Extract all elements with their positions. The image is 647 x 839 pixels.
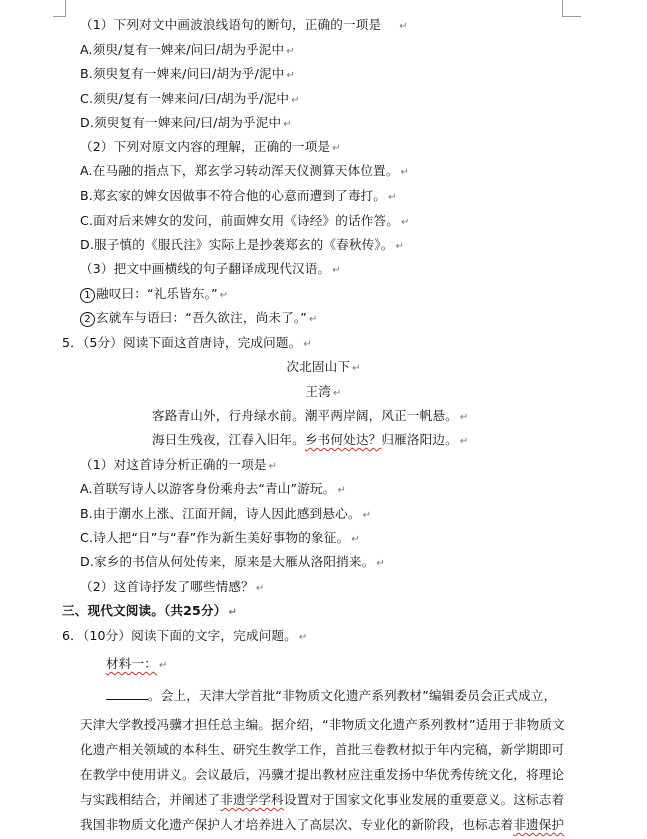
paragraph-mark-icon: ↵ — [388, 192, 397, 203]
poem-line-1: 客路青山外，行舟绿水前。潮平两岸阔，风正一帆悬。 ↵ — [152, 408, 469, 423]
poem-author: 王湾 ↵ — [305, 384, 342, 399]
paragraph-mark-icon: ↵ — [291, 95, 300, 106]
paragraph-mark-icon: ↵ — [351, 534, 360, 545]
paragraph-mark-icon: ↵ — [337, 485, 346, 496]
q2-option-c: C.面对后来婢女的发问，前面婢女用《诗经》的话作答。 ↵ — [80, 213, 410, 228]
paragraph-mark-icon: ↵ — [400, 167, 410, 178]
paragraph-mark-icon: ↵ — [459, 412, 469, 423]
paragraph-mark-icon: ↵ — [268, 461, 278, 472]
q5-option-a: A.首联写诗人以游客身份乘舟去“青山”游玩。 ↵ — [80, 481, 346, 496]
q5-option-b: B.由于潮水上涨、江面开阔，诗人因此感到悬心。 ↵ — [80, 506, 372, 521]
paragraph-mark-icon: ↵ — [283, 119, 292, 130]
paragraph-mark-icon: ↵ — [286, 46, 295, 57]
q2-option-a: A.在马融的指点下，郑玄学习转动浑天仪测算天体位置。 ↵ — [80, 163, 410, 178]
q6-header: 6．（10分）阅读下面的文字，完成问题。 ↵ — [62, 628, 308, 643]
q5-option-d: D.家乡的书信从何处传来，原来是大雁从洛阳捎来。 ↵ — [80, 554, 385, 569]
paragraph-mark-icon: ↵ — [219, 290, 229, 301]
wavy-underlined-text: 乡书何处达？ — [304, 432, 382, 447]
passage-line-3: 化遗产相关领域的本科生、研究生教学工作，首批三卷教材拟于年内完稿，新学期即可 — [80, 742, 565, 757]
passage-line-5: 与实践相结合，并阐述了非遗学学科设置对于国家文化事业发展的重要意义。这标志着 — [80, 792, 565, 807]
crop-mark-right — [562, 0, 581, 17]
q5-sub1-stem: （1）对这首诗分析正确的一项是 ↵ — [80, 457, 278, 472]
section-heading: 三、现代文阅读。（共25分） ↵ — [62, 603, 237, 618]
paragraph-mark-icon: ↵ — [352, 363, 361, 374]
paragraph-mark-icon: ↵ — [332, 265, 341, 276]
paragraph-mark-icon: ↵ — [459, 436, 469, 447]
paragraph-mark-icon: ↵ — [286, 70, 296, 81]
q5-header: 5．（5分）阅读下面这首唐诗，完成问题。 ↵ — [62, 335, 312, 350]
q2-option-b: B.郑玄家的婢女因做事不符合他的心意而遭到了毒打。 ↵ — [80, 188, 397, 203]
paragraph-mark-icon: ↵ — [255, 583, 265, 594]
q5-option-c: C.诗人把“日”与“春”作为新生美好事物的象征。 ↵ — [80, 530, 360, 545]
passage-line-4: 在教学中使用讲义。会议最后，冯骥才提出教材应注重发扬中华优秀传统文化，将理论 — [80, 767, 565, 782]
paragraph-mark-icon: ↵ — [308, 314, 318, 325]
material-label: 材料一： ↵ — [106, 656, 168, 671]
q3-stem: （3）把文中画横线的句子翻译成现代汉语。 ↵ — [80, 261, 341, 276]
q1-option-d: D.须臾复有一婢来问/曰/胡为乎泥中 ↵ — [80, 115, 292, 130]
q5-sub2-stem: （2）这首诗抒发了哪些情感？ ↵ — [80, 579, 265, 594]
q3-item-2: 2 玄就车与语曰：“吾久欲注，尚未了。” ↵ — [80, 310, 317, 328]
paragraph-mark-icon: ↵ — [158, 660, 168, 671]
poem-title: 次北固山下 ↵ — [286, 359, 361, 374]
circled-number: 2 — [80, 312, 95, 327]
paragraph-mark-icon: ↵ — [362, 510, 372, 521]
q2-stem: （2）下列对原文内容的理解，正确的一项是 ↵ — [80, 139, 341, 154]
fill-blank[interactable] — [106, 687, 148, 700]
passage-line-1: 。会上，天津大学首批“非物质文化遗产系列教材”编辑委员会正式成立， — [106, 687, 556, 704]
q3-item-1: 1 融叹曰：“礼乐皆东。” ↵ — [80, 286, 228, 304]
paragraph-mark-icon: ↵ — [400, 217, 410, 228]
paragraph-mark-icon: ↵ — [399, 21, 408, 32]
circled-number: 1 — [80, 288, 95, 303]
q1-option-a: A.须臾/复有一婢来/问曰/胡为乎泥中 ↵ — [80, 42, 295, 57]
q2-option-d: D.服子慎的《服氏注》实际上是抄袭郑玄的《春秋传》。 ↵ — [80, 237, 405, 252]
paragraph-mark-icon: ↵ — [395, 241, 405, 252]
paragraph-mark-icon: ↵ — [332, 388, 342, 399]
wavy-underlined-text: 非遗保护 — [513, 817, 565, 832]
poem-line-2: 海日生残夜，江春入旧年。乡书何处达？归雁洛阳边。 ↵ — [152, 432, 469, 447]
wavy-underlined-text: 非遗学学科 — [220, 792, 284, 807]
paragraph-mark-icon: ↵ — [332, 143, 341, 154]
passage-line-2: 天津大学教授冯骥才担任总主编。据介绍，“非物质文化遗产系列教材”适用于非物质文 — [80, 717, 565, 732]
q1-stem: （1）下列对文中画波浪线语句的断句，正确的一项是 ↵ — [80, 17, 408, 32]
q1-option-b: B.须臾复有一婢来/问曰/胡为乎/泥中 ↵ — [80, 66, 296, 81]
passage-line-6: 我国非物质文化遗产保护人才培养进入了高层次、专业化的新阶段，也标志着非遗保护 — [80, 817, 565, 832]
paragraph-mark-icon: ↵ — [298, 632, 308, 643]
paragraph-mark-icon: ↵ — [376, 558, 385, 569]
paragraph-mark-icon: ↵ — [228, 607, 237, 618]
crop-mark-left — [53, 0, 66, 17]
paragraph-mark-icon: ↵ — [303, 339, 312, 350]
q1-option-c: C.须臾/复有一婢来问/曰/胡为乎/泥中 ↵ — [80, 91, 300, 106]
